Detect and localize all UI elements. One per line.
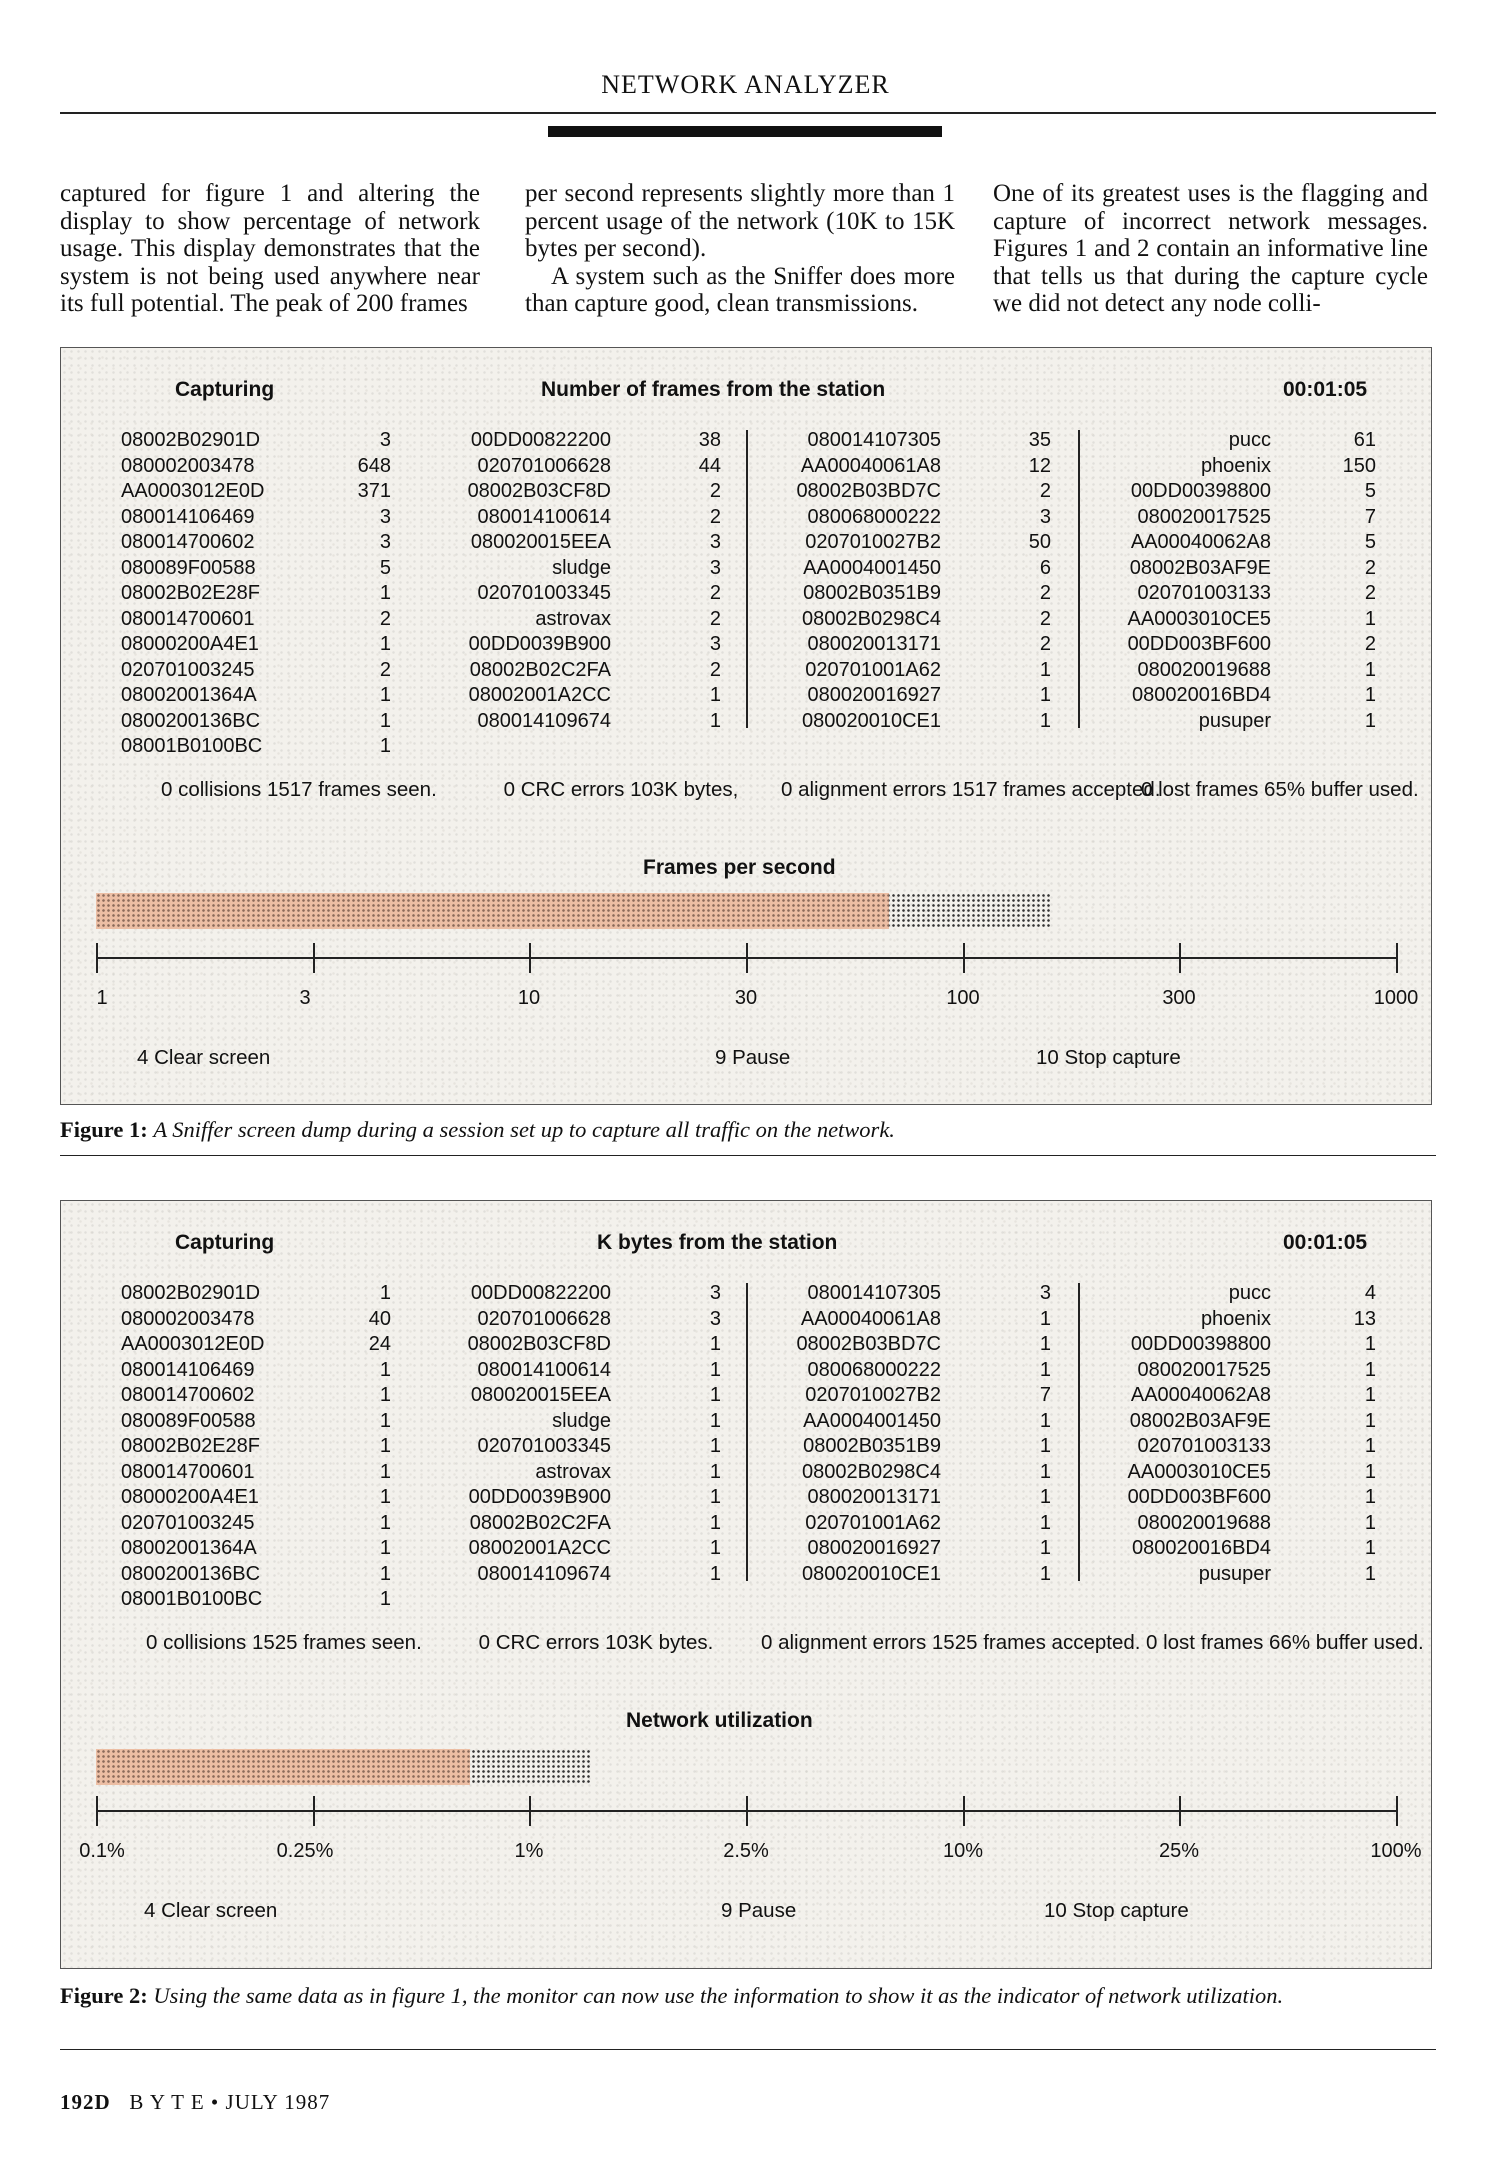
axis-tick: [963, 1796, 965, 1826]
bar-title: Network utilization: [626, 1709, 813, 1732]
capturing-label: Capturing: [175, 378, 275, 401]
axis-tick-label: 1%: [514, 1840, 544, 1862]
caption-label: Figure 2:: [60, 1983, 148, 2008]
log-scale-ticks: [96, 943, 1419, 1009]
article-column-2: [525, 180, 955, 318]
capturing-label: Capturing: [175, 1231, 275, 1254]
collisions-stat: 0 collisions 1525 frames seen.: [146, 1631, 422, 1654]
station-counts-col-1: 3 648 371 3 3 5 1 2 1 2 1 1 1: [357, 429, 391, 757]
clear-screen-command[interactable]: 4 Clear screen: [144, 1899, 278, 1922]
axis-tick-label: 2.5%: [723, 1840, 769, 1862]
alignment-stat: 0 alignment errors 1525 frames accepted.: [761, 1631, 1141, 1654]
axis-tick: [1396, 1796, 1398, 1826]
bar-title: Frames per second: [643, 856, 836, 879]
page-footer: [60, 2090, 330, 2115]
page-number: 192D: [60, 2090, 111, 2114]
station-names-col-1: 08002B02901D 080002003478 AA0003012E0D 080014106469 080014700602 080089F00588 08002B02E28F 080014700601 08000200A4E1 020701003245 08002001364A 0800200136BC 08001B0100BC: [121, 429, 265, 757]
axis-tick-label: 300: [1162, 987, 1196, 1009]
axis-tick: [313, 1796, 315, 1826]
station-names-col-4: pucc phoenix 00DD00398800 080020017525 AA00040062A8 08002B03AF9E 020701003133 AA0003010CE5 00DD003BF600 080020019688 080020016BD4 pusuper: [1127, 1282, 1271, 1585]
current-utilization-bar: [96, 1749, 470, 1785]
station-kbytes-col-2: 3 3 1 1 1 1 1 1 1 1 1 1: [709, 1282, 721, 1585]
axis-tick-label: 10: [517, 987, 541, 1009]
elapsed-time: 00:01:05: [1283, 1231, 1368, 1254]
lost-frames-stat: 0 lost frames 65% buffer used.: [1141, 778, 1419, 801]
running-header: NETWORK ANALYZER: [601, 70, 890, 99]
station-kbytes-col-4: 4 13 1 1 1 1 1 1 1 1 1 1: [1353, 1282, 1376, 1585]
axis-tick-label: 1000: [1373, 987, 1419, 1009]
station-names-col-1: 08002B02901D 080002003478 AA0003012E0D 080014106469 080014700602 080089F00588 08002B02E28F 080014700601 08000200A4E1 020701003245 08002001364A 0800200136BC 08001B0100BC: [121, 1282, 265, 1610]
column-3-text: One of its greatest uses is the flagging and capture of incorrect network messages. Figures 1 and 2 contain an informative line that tells us that during the capture cycle we did not detect any node colli-: [993, 180, 1428, 317]
pause-command[interactable]: 9 Pause: [721, 1899, 797, 1922]
crc-stat: 0 CRC errors 103K bytes,: [503, 778, 739, 801]
column-separator: [1078, 1283, 1080, 1581]
caption-text: A Sniffer screen dump during a session set up to capture all traffic on the network.: [153, 1117, 895, 1142]
station-counts-col-4: 61 150 5 7 5 2 2 1 2 1 1 1: [1342, 429, 1376, 732]
axis-tick: [1179, 1796, 1181, 1826]
column-2-paragraph-1: per second represents slightly more than 1 percent usage of the network (10K to 15K bytes per second).: [525, 180, 955, 262]
axis-tick: [529, 1796, 531, 1826]
publication-line: B Y T E • JULY 1987: [129, 2090, 331, 2114]
pause-command[interactable]: 9 Pause: [715, 1046, 791, 1069]
axis-tick: [529, 943, 531, 973]
crc-stat: 0 CRC errors 103K bytes.: [478, 1631, 714, 1654]
station-names-col-2: 00DD00822200 020701006628 08002B03CF8D 080014100614 080020015EEA sludge 020701003345 astrovax 00DD0039B900 08002B02C2FA 08002001A2CC 080014109674: [467, 429, 611, 732]
column-separator: [1078, 430, 1080, 728]
axis-tick: [96, 1796, 98, 1826]
axis-tick-label: 1: [96, 987, 108, 1009]
station-kbytes-col-1: 1 40 24 1 1 1 1 1 1 1 1 1 1: [368, 1282, 391, 1610]
elapsed-time: 00:01:05: [1283, 378, 1368, 401]
axis-tick-label: 0.1%: [79, 1840, 125, 1862]
axis-tick-label: 0.25%: [276, 1840, 334, 1862]
station-counts-col-2: 38 44 2 2 3 3 2 2 3 2 1 1: [698, 429, 721, 732]
header-bar: [548, 126, 942, 137]
axis-tick-label: 25%: [1158, 1840, 1200, 1862]
axis-tick: [1396, 943, 1398, 973]
axis-tick-label: 100%: [1370, 1840, 1422, 1862]
station-kbytes-col-3: 3 1 1 1 7 1 1 1 1 1 1 1: [1039, 1282, 1051, 1585]
caption-text: Using the same data as in figure 1, the monitor can now use the information to show it as the indicator of network utilization.: [153, 1983, 1284, 2008]
stop-capture-command[interactable]: 10 Stop capture: [1036, 1046, 1181, 1069]
caption-rule: [60, 1155, 1436, 1156]
caption-label: Figure 1:: [60, 1117, 148, 1142]
log-scale-ticks: [79, 1796, 1422, 1862]
axis-tick: [963, 943, 965, 973]
station-names-col-3: 080014107305 AA00040061A8 08002B03BD7C 080068000222 0207010027B2 AA0004001450 08002B0351B9 08002B0298C4 080020013171 020701001A62 080020016927 080020010CE1: [796, 1282, 941, 1585]
station-names-col-3: 080014107305 AA00040061A8 08002B03BD7C 080068000222 0207010027B2 AA0004001450 08002B0351B9 08002B0298C4 080020013171 020701001A62 080020016927 080020010CE1: [796, 429, 941, 732]
axis-tick: [746, 1796, 748, 1826]
station-counts-col-3: 35 12 2 3 50 6 2 2 2 1 1 1: [1028, 429, 1051, 732]
column-1-text: captured for figure 1 and altering the display to show percentage of network usage. This display demonstrates that the system is not being used anywhere near its full potential. The peak of 200 frames: [60, 180, 480, 317]
station-names-col-2: 00DD00822200 020701006628 08002B03CF8D 080014100614 080020015EEA sludge 020701003345 astrovax 00DD0039B900 08002B02C2FA 08002001A2CC 080014109674: [467, 1282, 611, 1585]
caption-rule: [60, 2049, 1436, 2050]
column-2-paragraph-2: A system such as the Sniffer does more than capture good, clean transmissions.: [525, 262, 955, 317]
axis-tick-label: 100: [946, 987, 980, 1009]
axis-tick-label: 3: [299, 987, 311, 1009]
axis-tick: [1179, 943, 1181, 973]
figure-title: K bytes from the station: [597, 1231, 838, 1254]
figure-1-caption: [60, 1116, 895, 1144]
stop-capture-command[interactable]: 10 Stop capture: [1044, 1899, 1189, 1922]
axis-tick-label: 30: [734, 987, 758, 1009]
clear-screen-command[interactable]: 4 Clear screen: [137, 1046, 271, 1069]
article-column-1: [60, 180, 480, 318]
figure-2-screen: [60, 1200, 1432, 1969]
column-separator: [746, 1283, 748, 1581]
current-rate-bar: [96, 893, 889, 929]
column-separator: [746, 430, 748, 728]
axis-tick-label: 10%: [942, 1840, 984, 1862]
collisions-stat: 0 collisions 1517 frames seen.: [161, 778, 437, 801]
station-names-col-4: pucc phoenix 00DD00398800 080020017525 AA00040062A8 08002B03AF9E 020701003133 AA0003010CE5 00DD003BF600 080020019688 080020016BD4 pusuper: [1127, 429, 1271, 732]
alignment-stat: 0 alignment errors 1517 frames accepted.: [781, 778, 1161, 801]
figure-title: Number of frames from the station: [541, 378, 886, 401]
figure-2-caption: [60, 1982, 1360, 2010]
figure-1-screen: [60, 347, 1432, 1105]
axis-tick: [746, 943, 748, 973]
article-column-3: [993, 180, 1428, 318]
axis-tick: [96, 943, 98, 973]
axis-tick: [313, 943, 315, 973]
lost-frames-stat: 0 lost frames 66% buffer used.: [1146, 1631, 1424, 1654]
header-rule: [60, 112, 1436, 114]
